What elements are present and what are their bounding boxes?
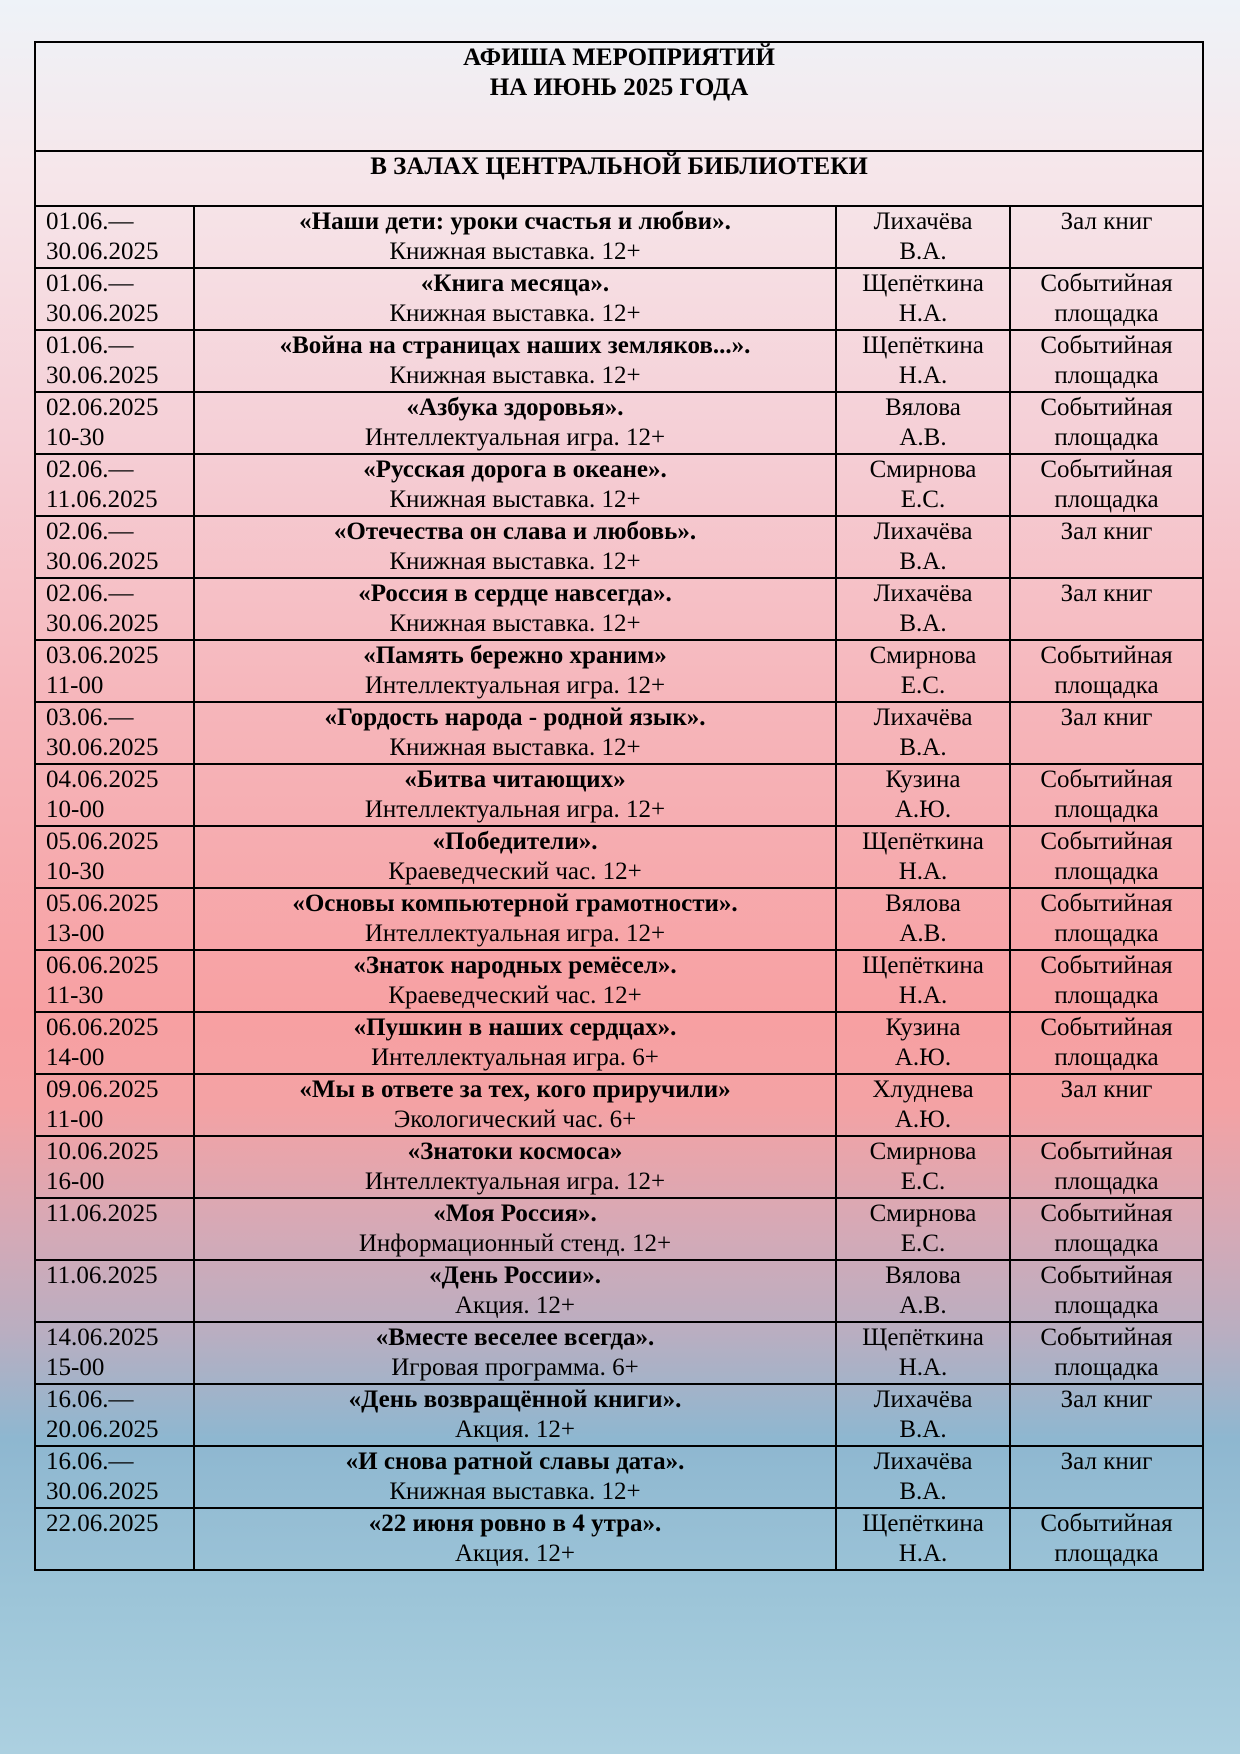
event-kind: Интеллектуальная игра. 12+ bbox=[364, 672, 666, 699]
organizer-surname: Щепёткина bbox=[862, 270, 984, 297]
event-venue-cell bbox=[1010, 640, 1203, 702]
table-row bbox=[35, 702, 1203, 764]
event-description-cell bbox=[194, 1260, 836, 1322]
event-date-start: 06.06.2025 bbox=[46, 952, 159, 979]
event-date-end: 30.06.2025 bbox=[46, 1478, 159, 1505]
title-line-1: АФИША МЕРОПРИЯТИЙ bbox=[463, 44, 775, 71]
event-description-cell bbox=[194, 888, 836, 950]
event-description-cell bbox=[194, 1074, 836, 1136]
poster-title bbox=[35, 42, 1203, 151]
organizer-initials: Н.А. bbox=[898, 362, 948, 389]
event-kind: Книжная выставка. 12+ bbox=[389, 486, 641, 513]
event-organizer-cell bbox=[836, 1074, 1010, 1136]
event-organizer-cell bbox=[836, 578, 1010, 640]
event-description-cell bbox=[194, 702, 836, 764]
event-venue-cell bbox=[1010, 888, 1203, 950]
event-venue-cell bbox=[1010, 454, 1203, 516]
event-date-cell bbox=[35, 764, 194, 826]
venue-line-1: Событийная bbox=[1040, 766, 1173, 793]
event-date-end: 11-30 bbox=[46, 982, 104, 1009]
event-kind: Книжная выставка. 12+ bbox=[389, 610, 641, 637]
event-date-cell bbox=[35, 578, 194, 640]
event-organizer-cell bbox=[836, 454, 1010, 516]
event-date-end: 30.06.2025 bbox=[46, 734, 159, 761]
event-date-end: 11-00 bbox=[46, 672, 104, 699]
event-description-cell bbox=[194, 392, 836, 454]
venue-line-2: площадка bbox=[1054, 362, 1159, 389]
organizer-initials: А.В. bbox=[899, 1292, 947, 1319]
table-row bbox=[35, 1322, 1203, 1384]
event-date-cell bbox=[35, 888, 194, 950]
event-title: «Война на страницах наших земляков...». bbox=[279, 332, 751, 359]
event-kind: Краеведческий час. 12+ bbox=[388, 858, 642, 885]
event-date-start: 06.06.2025 bbox=[46, 1014, 159, 1041]
venue-line-1: Зал книг bbox=[1060, 1076, 1153, 1103]
event-date-start: 11.06.2025 bbox=[46, 1262, 158, 1289]
event-organizer-cell bbox=[836, 1136, 1010, 1198]
event-date-cell bbox=[35, 640, 194, 702]
event-date-cell bbox=[35, 330, 194, 392]
organizer-surname: Смирнова bbox=[869, 642, 977, 669]
poster-subtitle: В ЗАЛАХ ЦЕНТРАЛЬНОЙ БИБЛИОТЕКИ bbox=[35, 151, 1203, 206]
event-organizer-cell bbox=[836, 268, 1010, 330]
event-title: «Мы в ответе за тех, кого приручили» bbox=[299, 1076, 731, 1103]
event-date-cell bbox=[35, 1446, 194, 1508]
event-organizer-cell bbox=[836, 950, 1010, 1012]
venue-line-2: площадка bbox=[1054, 672, 1159, 699]
event-kind: Интеллектуальная игра. 12+ bbox=[364, 796, 666, 823]
event-date-cell bbox=[35, 1198, 194, 1260]
events-table bbox=[34, 41, 1204, 1571]
event-organizer-cell bbox=[836, 764, 1010, 826]
event-kind: Книжная выставка. 12+ bbox=[389, 548, 641, 575]
organizer-initials: Н.А. bbox=[898, 300, 948, 327]
event-date-start: 02.06.— bbox=[46, 456, 134, 483]
venue-line-1: Зал книг bbox=[1060, 580, 1153, 607]
event-date-cell bbox=[35, 1508, 194, 1570]
table-row bbox=[35, 1136, 1203, 1198]
event-date-start: 01.06.— bbox=[46, 332, 134, 359]
venue-line-1: Событийная bbox=[1040, 394, 1173, 421]
event-venue-cell bbox=[1010, 826, 1203, 888]
organizer-initials: В.А. bbox=[899, 610, 947, 637]
event-date-cell bbox=[35, 392, 194, 454]
event-date-start: 09.06.2025 bbox=[46, 1076, 159, 1103]
event-title: «Вместе веселее всегда». bbox=[375, 1324, 655, 1351]
table-row bbox=[35, 640, 1203, 702]
venue-line-1: Зал книг bbox=[1060, 1448, 1153, 1475]
event-date-end: 30.06.2025 bbox=[46, 610, 159, 637]
venue-line-2: площадка bbox=[1054, 1354, 1159, 1381]
venue-line-1: Событийная bbox=[1040, 456, 1173, 483]
event-organizer-cell bbox=[836, 1384, 1010, 1446]
event-title: «Книга месяца». bbox=[420, 270, 610, 297]
organizer-surname: Хлуднева bbox=[872, 1076, 974, 1103]
organizer-initials: Н.А. bbox=[898, 982, 948, 1009]
organizer-initials: Е.С. bbox=[900, 1168, 946, 1195]
event-description-cell bbox=[194, 1136, 836, 1198]
event-title: «Знатоки космоса» bbox=[407, 1138, 623, 1165]
event-organizer-cell bbox=[836, 888, 1010, 950]
event-date-cell bbox=[35, 702, 194, 764]
event-date-end: 30.06.2025 bbox=[46, 548, 159, 575]
venue-line-2: площадка bbox=[1054, 1044, 1159, 1071]
event-organizer-cell bbox=[836, 516, 1010, 578]
organizer-initials: Е.С. bbox=[900, 486, 946, 513]
table-row bbox=[35, 1198, 1203, 1260]
venue-line-1: Событийная bbox=[1040, 1324, 1173, 1351]
organizer-surname: Лихачёва bbox=[873, 1448, 973, 1475]
event-title: «Пушкин в наших сердцах». bbox=[353, 1014, 677, 1041]
venue-line-2: площадка bbox=[1054, 1168, 1159, 1195]
organizer-surname: Смирнова bbox=[869, 1200, 977, 1227]
venue-line-1: Зал книг bbox=[1060, 518, 1153, 545]
table-row bbox=[35, 1508, 1203, 1570]
organizer-surname: Кузина bbox=[885, 1014, 961, 1041]
event-kind: Книжная выставка. 12+ bbox=[389, 300, 641, 327]
event-kind: Книжная выставка. 12+ bbox=[389, 734, 641, 761]
event-title: «Наши дети: уроки счастья и любви». bbox=[299, 208, 731, 235]
organizer-initials: Н.А. bbox=[898, 1540, 948, 1567]
event-title: «Основы компьютерной грамотности». bbox=[292, 890, 738, 917]
organizer-initials: А.В. bbox=[899, 920, 947, 947]
organizer-surname: Кузина bbox=[885, 766, 961, 793]
organizer-surname: Щепёткина bbox=[862, 952, 984, 979]
table-row bbox=[35, 268, 1203, 330]
venue-line-1: Событийная bbox=[1040, 890, 1173, 917]
event-kind: Краеведческий час. 12+ bbox=[388, 982, 642, 1009]
event-description-cell bbox=[194, 826, 836, 888]
event-kind: Книжная выставка. 12+ bbox=[389, 362, 641, 389]
event-kind: Книжная выставка. 12+ bbox=[389, 1478, 641, 1505]
table-row bbox=[35, 392, 1203, 454]
organizer-initials: А.Ю. bbox=[894, 1106, 952, 1133]
table-row bbox=[35, 578, 1203, 640]
event-date-start: 16.06.— bbox=[46, 1448, 134, 1475]
event-date-start: 11.06.2025 bbox=[46, 1200, 158, 1227]
event-title: «Отечества он слава и любовь». bbox=[333, 518, 697, 545]
event-organizer-cell bbox=[836, 702, 1010, 764]
table-row bbox=[35, 454, 1203, 516]
event-date-cell bbox=[35, 454, 194, 516]
event-date-end: 11.06.2025 bbox=[46, 486, 158, 513]
organizer-surname: Щепёткина bbox=[862, 332, 984, 359]
event-venue-cell bbox=[1010, 578, 1203, 640]
event-venue-cell bbox=[1010, 1446, 1203, 1508]
venue-line-1: Зал книг bbox=[1060, 704, 1153, 731]
table-row bbox=[35, 206, 1203, 268]
event-organizer-cell bbox=[836, 206, 1010, 268]
venue-line-1: Зал книг bbox=[1060, 208, 1153, 235]
organizer-initials: А.Ю. bbox=[894, 1044, 952, 1071]
event-description-cell bbox=[194, 1508, 836, 1570]
venue-line-1: Событийная bbox=[1040, 642, 1173, 669]
event-date-cell bbox=[35, 1136, 194, 1198]
event-date-cell bbox=[35, 1322, 194, 1384]
event-date-start: 16.06.— bbox=[46, 1386, 134, 1413]
organizer-surname: Щепёткина bbox=[862, 1510, 984, 1537]
event-date-end: 10-30 bbox=[46, 424, 105, 451]
event-title: «Моя Россия». bbox=[433, 1200, 597, 1227]
event-description-cell bbox=[194, 330, 836, 392]
event-date-cell bbox=[35, 516, 194, 578]
venue-line-2: площадка bbox=[1054, 424, 1159, 451]
organizer-initials: Н.А. bbox=[898, 1354, 948, 1381]
event-date-start: 05.06.2025 bbox=[46, 890, 159, 917]
organizer-surname: Лихачёва bbox=[873, 518, 973, 545]
table-row bbox=[35, 1012, 1203, 1074]
event-date-cell bbox=[35, 826, 194, 888]
table-row bbox=[35, 888, 1203, 950]
organizer-initials: В.А. bbox=[899, 734, 947, 761]
organizer-initials: Е.С. bbox=[900, 672, 946, 699]
event-venue-cell bbox=[1010, 1260, 1203, 1322]
event-description-cell bbox=[194, 1446, 836, 1508]
event-venue-cell bbox=[1010, 1384, 1203, 1446]
event-venue-cell bbox=[1010, 1198, 1203, 1260]
event-venue-cell bbox=[1010, 1508, 1203, 1570]
event-date-start: 10.06.2025 bbox=[46, 1138, 159, 1165]
event-date-start: 05.06.2025 bbox=[46, 828, 159, 855]
venue-line-1: Событийная bbox=[1040, 828, 1173, 855]
event-organizer-cell bbox=[836, 1012, 1010, 1074]
event-organizer-cell bbox=[836, 330, 1010, 392]
event-organizer-cell bbox=[836, 1446, 1010, 1508]
event-description-cell bbox=[194, 764, 836, 826]
organizer-surname: Вялова bbox=[885, 394, 961, 421]
organizer-surname: Щепёткина bbox=[862, 828, 984, 855]
table-row bbox=[35, 1384, 1203, 1446]
venue-line-1: Событийная bbox=[1040, 1510, 1173, 1537]
event-date-cell bbox=[35, 1384, 194, 1446]
event-date-end: 13-00 bbox=[46, 920, 105, 947]
venue-line-2: площадка bbox=[1054, 982, 1159, 1009]
event-title: «Знаток народных ремёсел». bbox=[353, 952, 677, 979]
event-venue-cell bbox=[1010, 1322, 1203, 1384]
event-kind: Информационный стенд. 12+ bbox=[358, 1230, 672, 1257]
event-date-end: 30.06.2025 bbox=[46, 362, 159, 389]
event-venue-cell bbox=[1010, 1074, 1203, 1136]
event-date-start: 01.06.— bbox=[46, 208, 134, 235]
event-date-end: 10-00 bbox=[46, 796, 105, 823]
event-venue-cell bbox=[1010, 950, 1203, 1012]
event-title: «Россия в сердце навсегда». bbox=[358, 580, 672, 607]
event-date-start: 01.06.— bbox=[46, 270, 134, 297]
event-date-start: 03.06.2025 bbox=[46, 642, 159, 669]
organizer-initials: В.А. bbox=[899, 1478, 947, 1505]
event-kind: Интеллектуальная игра. 12+ bbox=[364, 424, 666, 451]
event-title: «День России». bbox=[429, 1262, 601, 1289]
event-date-end: 11-00 bbox=[46, 1106, 104, 1133]
event-organizer-cell bbox=[836, 1508, 1010, 1570]
event-date-cell bbox=[35, 1074, 194, 1136]
organizer-initials: В.А. bbox=[899, 1416, 947, 1443]
venue-line-1: Зал книг bbox=[1060, 1386, 1153, 1413]
table-row bbox=[35, 1446, 1203, 1508]
event-description-cell bbox=[194, 454, 836, 516]
event-title: «Битва читающих» bbox=[404, 766, 626, 793]
venue-line-1: Событийная bbox=[1040, 1200, 1173, 1227]
table-row bbox=[35, 330, 1203, 392]
event-date-start: 03.06.— bbox=[46, 704, 134, 731]
table-row bbox=[35, 764, 1203, 826]
event-kind: Игровая программа. 6+ bbox=[391, 1354, 639, 1381]
event-date-cell bbox=[35, 950, 194, 1012]
event-venue-cell bbox=[1010, 1012, 1203, 1074]
event-venue-cell bbox=[1010, 516, 1203, 578]
venue-line-1: Событийная bbox=[1040, 270, 1173, 297]
event-date-end: 10-30 bbox=[46, 858, 105, 885]
event-kind: Интеллектуальная игра. 12+ bbox=[364, 920, 666, 947]
table-row bbox=[35, 826, 1203, 888]
event-description-cell bbox=[194, 640, 836, 702]
event-description-cell bbox=[194, 1012, 836, 1074]
organizer-surname: Лихачёва bbox=[873, 1386, 973, 1413]
event-date-end: 14-00 bbox=[46, 1044, 105, 1071]
event-organizer-cell bbox=[836, 1322, 1010, 1384]
event-date-cell bbox=[35, 268, 194, 330]
event-title: «День возвращённой книги». bbox=[348, 1386, 682, 1413]
event-date-start: 02.06.— bbox=[46, 580, 134, 607]
event-date-start: 02.06.— bbox=[46, 518, 134, 545]
event-venue-cell bbox=[1010, 206, 1203, 268]
event-description-cell bbox=[194, 578, 836, 640]
event-description-cell bbox=[194, 1384, 836, 1446]
event-venue-cell bbox=[1010, 1136, 1203, 1198]
event-date-cell bbox=[35, 1260, 194, 1322]
event-date-start: 14.06.2025 bbox=[46, 1324, 159, 1351]
event-venue-cell bbox=[1010, 268, 1203, 330]
organizer-initials: В.А. bbox=[899, 238, 947, 265]
venue-line-2: площадка bbox=[1054, 1540, 1159, 1567]
organizer-surname: Вялова bbox=[885, 1262, 961, 1289]
organizer-surname: Щепёткина bbox=[862, 1324, 984, 1351]
event-organizer-cell bbox=[836, 392, 1010, 454]
event-title: «Азбука здоровья». bbox=[406, 394, 624, 421]
organizer-initials: Н.А. bbox=[898, 858, 948, 885]
venue-line-2: площадка bbox=[1054, 796, 1159, 823]
event-title: «Гордость народа - родной язык». bbox=[324, 704, 706, 731]
venue-line-1: Событийная bbox=[1040, 952, 1173, 979]
event-kind: Интеллектуальная игра. 12+ bbox=[364, 1168, 666, 1195]
event-date-cell bbox=[35, 206, 194, 268]
venue-line-2: площадка bbox=[1054, 920, 1159, 947]
venue-line-2: площадка bbox=[1054, 1292, 1159, 1319]
event-title: «Русская дорога в океане». bbox=[363, 456, 667, 483]
event-description-cell bbox=[194, 950, 836, 1012]
event-date-end: 30.06.2025 bbox=[46, 300, 159, 327]
organizer-initials: А.Ю. bbox=[894, 796, 952, 823]
venue-line-2: площадка bbox=[1054, 486, 1159, 513]
venue-line-2: площадка bbox=[1054, 1230, 1159, 1257]
event-date-end: 15-00 bbox=[46, 1354, 105, 1381]
event-venue-cell bbox=[1010, 702, 1203, 764]
organizer-surname: Лихачёва bbox=[873, 580, 973, 607]
organizer-surname: Смирнова bbox=[869, 456, 977, 483]
event-description-cell bbox=[194, 1198, 836, 1260]
event-kind: Акция. 12+ bbox=[454, 1292, 576, 1319]
event-title: «Память бережно храним» bbox=[363, 642, 667, 669]
event-organizer-cell bbox=[836, 1198, 1010, 1260]
organizer-initials: А.В. bbox=[899, 424, 947, 451]
event-kind: Книжная выставка. 12+ bbox=[389, 238, 641, 265]
table-row bbox=[35, 1074, 1203, 1136]
event-date-cell bbox=[35, 1012, 194, 1074]
event-date-start: 04.06.2025 bbox=[46, 766, 159, 793]
event-kind: Акция. 12+ bbox=[454, 1540, 576, 1567]
venue-line-1: Событийная bbox=[1040, 332, 1173, 359]
title-line-2: НА ИЮНЬ 2025 ГОДА bbox=[489, 74, 749, 101]
event-description-cell bbox=[194, 268, 836, 330]
event-title: «И снова ратной славы дата». bbox=[345, 1448, 685, 1475]
organizer-surname: Лихачёва bbox=[873, 208, 973, 235]
event-description-cell bbox=[194, 516, 836, 578]
organizer-surname: Лихачёва bbox=[873, 704, 973, 731]
event-venue-cell bbox=[1010, 764, 1203, 826]
organizer-initials: Е.С. bbox=[900, 1230, 946, 1257]
table-row bbox=[35, 516, 1203, 578]
event-organizer-cell bbox=[836, 640, 1010, 702]
event-description-cell bbox=[194, 206, 836, 268]
venue-line-1: Событийная bbox=[1040, 1014, 1173, 1041]
organizer-surname: Смирнова bbox=[869, 1138, 977, 1165]
table-row bbox=[35, 950, 1203, 1012]
event-organizer-cell bbox=[836, 826, 1010, 888]
event-venue-cell bbox=[1010, 330, 1203, 392]
event-date-start: 02.06.2025 bbox=[46, 394, 159, 421]
event-kind: Интеллектуальная игра. 6+ bbox=[371, 1044, 659, 1071]
event-title: «22 июня ровно в 4 утра». bbox=[368, 1510, 662, 1537]
event-date-end: 20.06.2025 bbox=[46, 1416, 159, 1443]
event-venue-cell bbox=[1010, 392, 1203, 454]
event-description-cell bbox=[194, 1322, 836, 1384]
event-kind: Акция. 12+ bbox=[454, 1416, 576, 1443]
venue-line-2: площадка bbox=[1054, 300, 1159, 327]
venue-line-1: Событийная bbox=[1040, 1262, 1173, 1289]
venue-line-1: Событийная bbox=[1040, 1138, 1173, 1165]
event-kind: Экологический час. 6+ bbox=[393, 1106, 637, 1133]
table-row bbox=[35, 1260, 1203, 1322]
organizer-initials: В.А. bbox=[899, 548, 947, 575]
venue-line-2: площадка bbox=[1054, 858, 1159, 885]
event-date-start: 22.06.2025 bbox=[46, 1510, 159, 1537]
event-date-end: 16-00 bbox=[46, 1168, 105, 1195]
event-organizer-cell bbox=[836, 1260, 1010, 1322]
event-date-end: 30.06.2025 bbox=[46, 238, 159, 265]
organizer-surname: Вялова bbox=[885, 890, 961, 917]
event-title: «Победители». bbox=[432, 828, 598, 855]
